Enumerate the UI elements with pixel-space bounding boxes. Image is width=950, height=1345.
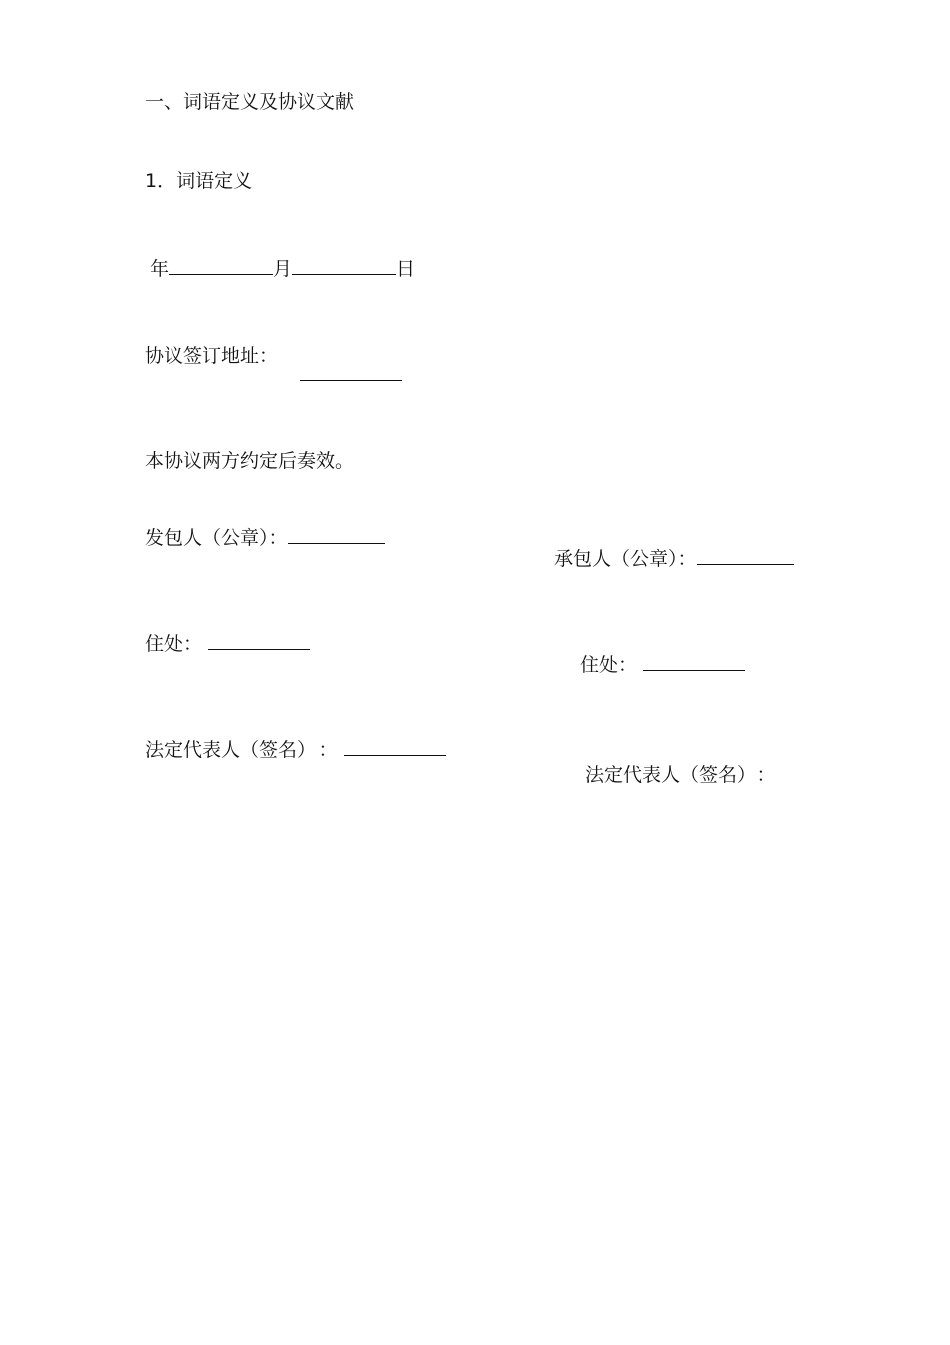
employer-address-row	[145, 631, 310, 656]
day-label: 日	[396, 258, 416, 280]
employer-address-blank[interactable]	[208, 631, 310, 650]
month-label: 月	[273, 258, 293, 280]
employer-rep-label: 法定代表人（签名）	[145, 739, 307, 761]
year-label: 年	[150, 258, 170, 280]
employer-address-label: 住处：	[145, 633, 203, 655]
contractor-signature-row	[554, 546, 794, 571]
section-heading: 一、词语定义及协议文献	[145, 91, 355, 113]
employer-rep-colon: ：	[318, 739, 338, 761]
sign-address-label: 协议签订地址：	[145, 345, 279, 367]
day-blank[interactable]	[292, 256, 396, 275]
contractor-rep-colon: ：	[756, 764, 776, 786]
employer-rep-row	[145, 737, 446, 762]
contractor-address-blank[interactable]	[643, 652, 745, 671]
subheading: 1．词语定义	[145, 170, 253, 192]
contractor-address-label: 住处：	[580, 654, 638, 676]
contractor-label: 承包人（公章）：	[554, 548, 697, 570]
employer-rep-blank[interactable]	[344, 737, 446, 756]
month-blank[interactable]	[169, 256, 273, 275]
employer-signature-row	[145, 525, 385, 550]
contractor-rep-row	[585, 763, 776, 787]
contractor-seal-blank[interactable]	[697, 546, 794, 565]
effective-statement: 本协议两方约定后奏效。	[145, 450, 355, 472]
date-row	[150, 256, 415, 281]
employer-seal-blank[interactable]	[288, 525, 385, 544]
employer-label: 发包人（公章）：	[145, 527, 288, 549]
contractor-rep-label: 法定代表人（签名）	[585, 764, 747, 786]
sign-address-blank[interactable]	[300, 380, 402, 381]
contractor-address-row	[580, 652, 745, 677]
